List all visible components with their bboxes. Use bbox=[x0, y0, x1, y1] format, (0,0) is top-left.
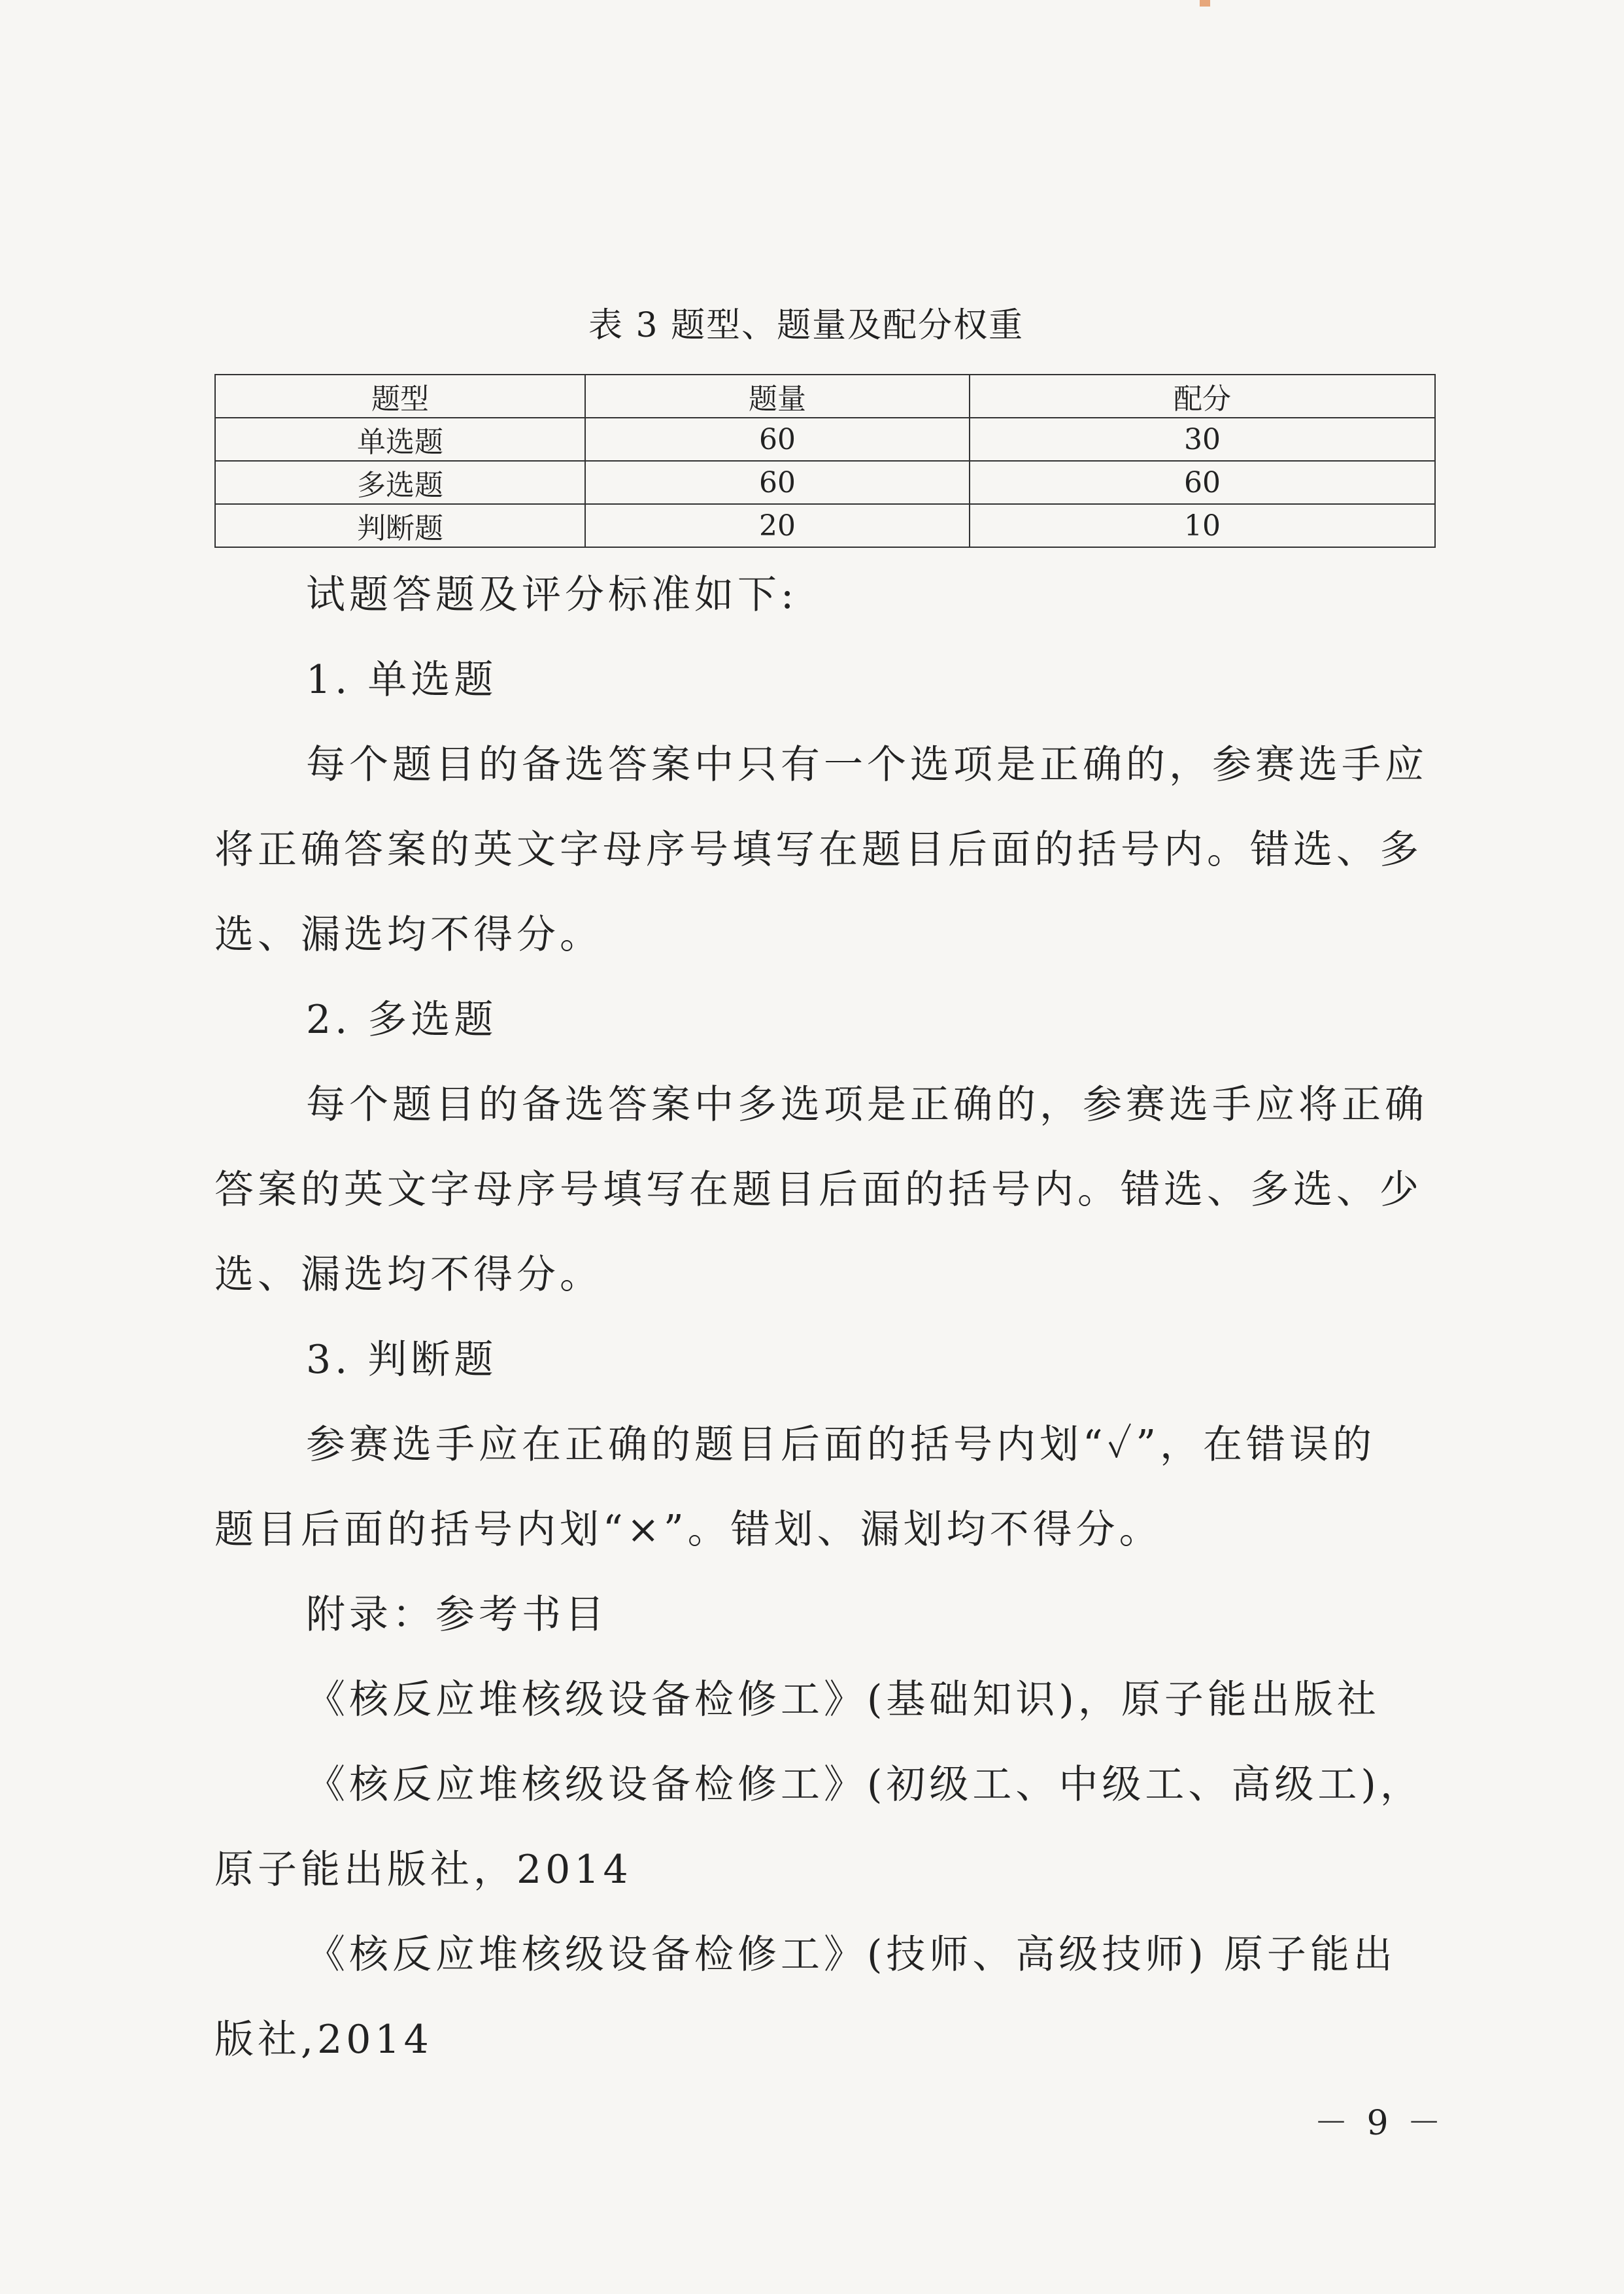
table-cell: 20 bbox=[585, 504, 970, 547]
reference-item-continued: 版社,2014 bbox=[214, 2017, 433, 2063]
table-row bbox=[215, 504, 1435, 547]
header-score-weight: 配分 bbox=[970, 375, 1435, 418]
paragraph-line: 选、漏选均不得分。 bbox=[214, 912, 603, 958]
reference-item-continued: 原子能出版社，2014 bbox=[214, 1847, 632, 1893]
section-title-single-choice: 1. 单选题 bbox=[306, 657, 498, 703]
table-cell: 单选题 bbox=[215, 418, 585, 461]
reference-item: 《核反应堆核级设备检修工》(初级工、中级工、高级工)， bbox=[306, 1762, 1423, 1808]
paragraph-line: 答案的英文字母序号填写在题目后面的括号内。错选、多选、少 bbox=[214, 1167, 1423, 1213]
header-question-count: 题量 bbox=[585, 375, 970, 418]
table-row bbox=[215, 461, 1435, 504]
section-title-true-false: 3. 判断题 bbox=[306, 1337, 498, 1383]
paragraph-line: 将正确答案的英文字母序号填写在题目后面的括号内。错选、多 bbox=[214, 827, 1423, 873]
paragraph-line: 题目后面的括号内划“×”。错划、漏划均不得分。 bbox=[214, 1507, 1162, 1553]
table-cell: 判断题 bbox=[215, 504, 585, 547]
table-cell: 60 bbox=[970, 461, 1435, 504]
score-weight-table bbox=[214, 374, 1436, 548]
table-cell: 多选题 bbox=[215, 461, 585, 504]
appendix-title: 附录：参考书目 bbox=[306, 1592, 608, 1638]
reference-item: 《核反应堆核级设备检修工》(技师、高级技师) 原子能出 bbox=[306, 1932, 1396, 1978]
table-cell: 60 bbox=[585, 418, 970, 461]
table-cell: 60 bbox=[585, 461, 970, 504]
header-question-type: 题型 bbox=[215, 375, 585, 418]
paragraph-line: 每个题目的备选答案中多选项是正确的，参赛选手应将正确 bbox=[306, 1082, 1428, 1128]
table-cell: 10 bbox=[970, 504, 1435, 547]
paragraph-line: 参赛选手应在正确的题目后面的括号内划“✓”，在错误的 bbox=[306, 1422, 1376, 1468]
paragraph-line: 选、漏选均不得分。 bbox=[214, 1252, 603, 1298]
paragraph-line: 每个题目的备选答案中只有一个选项是正确的，参赛选手应 bbox=[306, 742, 1428, 788]
table-header-row bbox=[215, 375, 1435, 418]
intro-text: 试题答题及评分标准如下: bbox=[306, 572, 798, 618]
reference-item: 《核反应堆核级设备检修工》(基础知识)，原子能出版社 bbox=[306, 1677, 1380, 1723]
table-row bbox=[215, 418, 1435, 461]
body-text bbox=[214, 552, 1428, 2082]
table-cell: 30 bbox=[970, 418, 1435, 461]
page-number: － 9 － bbox=[1314, 2104, 1446, 2143]
scan-mark bbox=[1200, 0, 1210, 7]
section-title-multiple-choice: 2. 多选题 bbox=[306, 997, 498, 1043]
table-caption: 表 3 题型、题量及配分权重 bbox=[588, 306, 1024, 345]
